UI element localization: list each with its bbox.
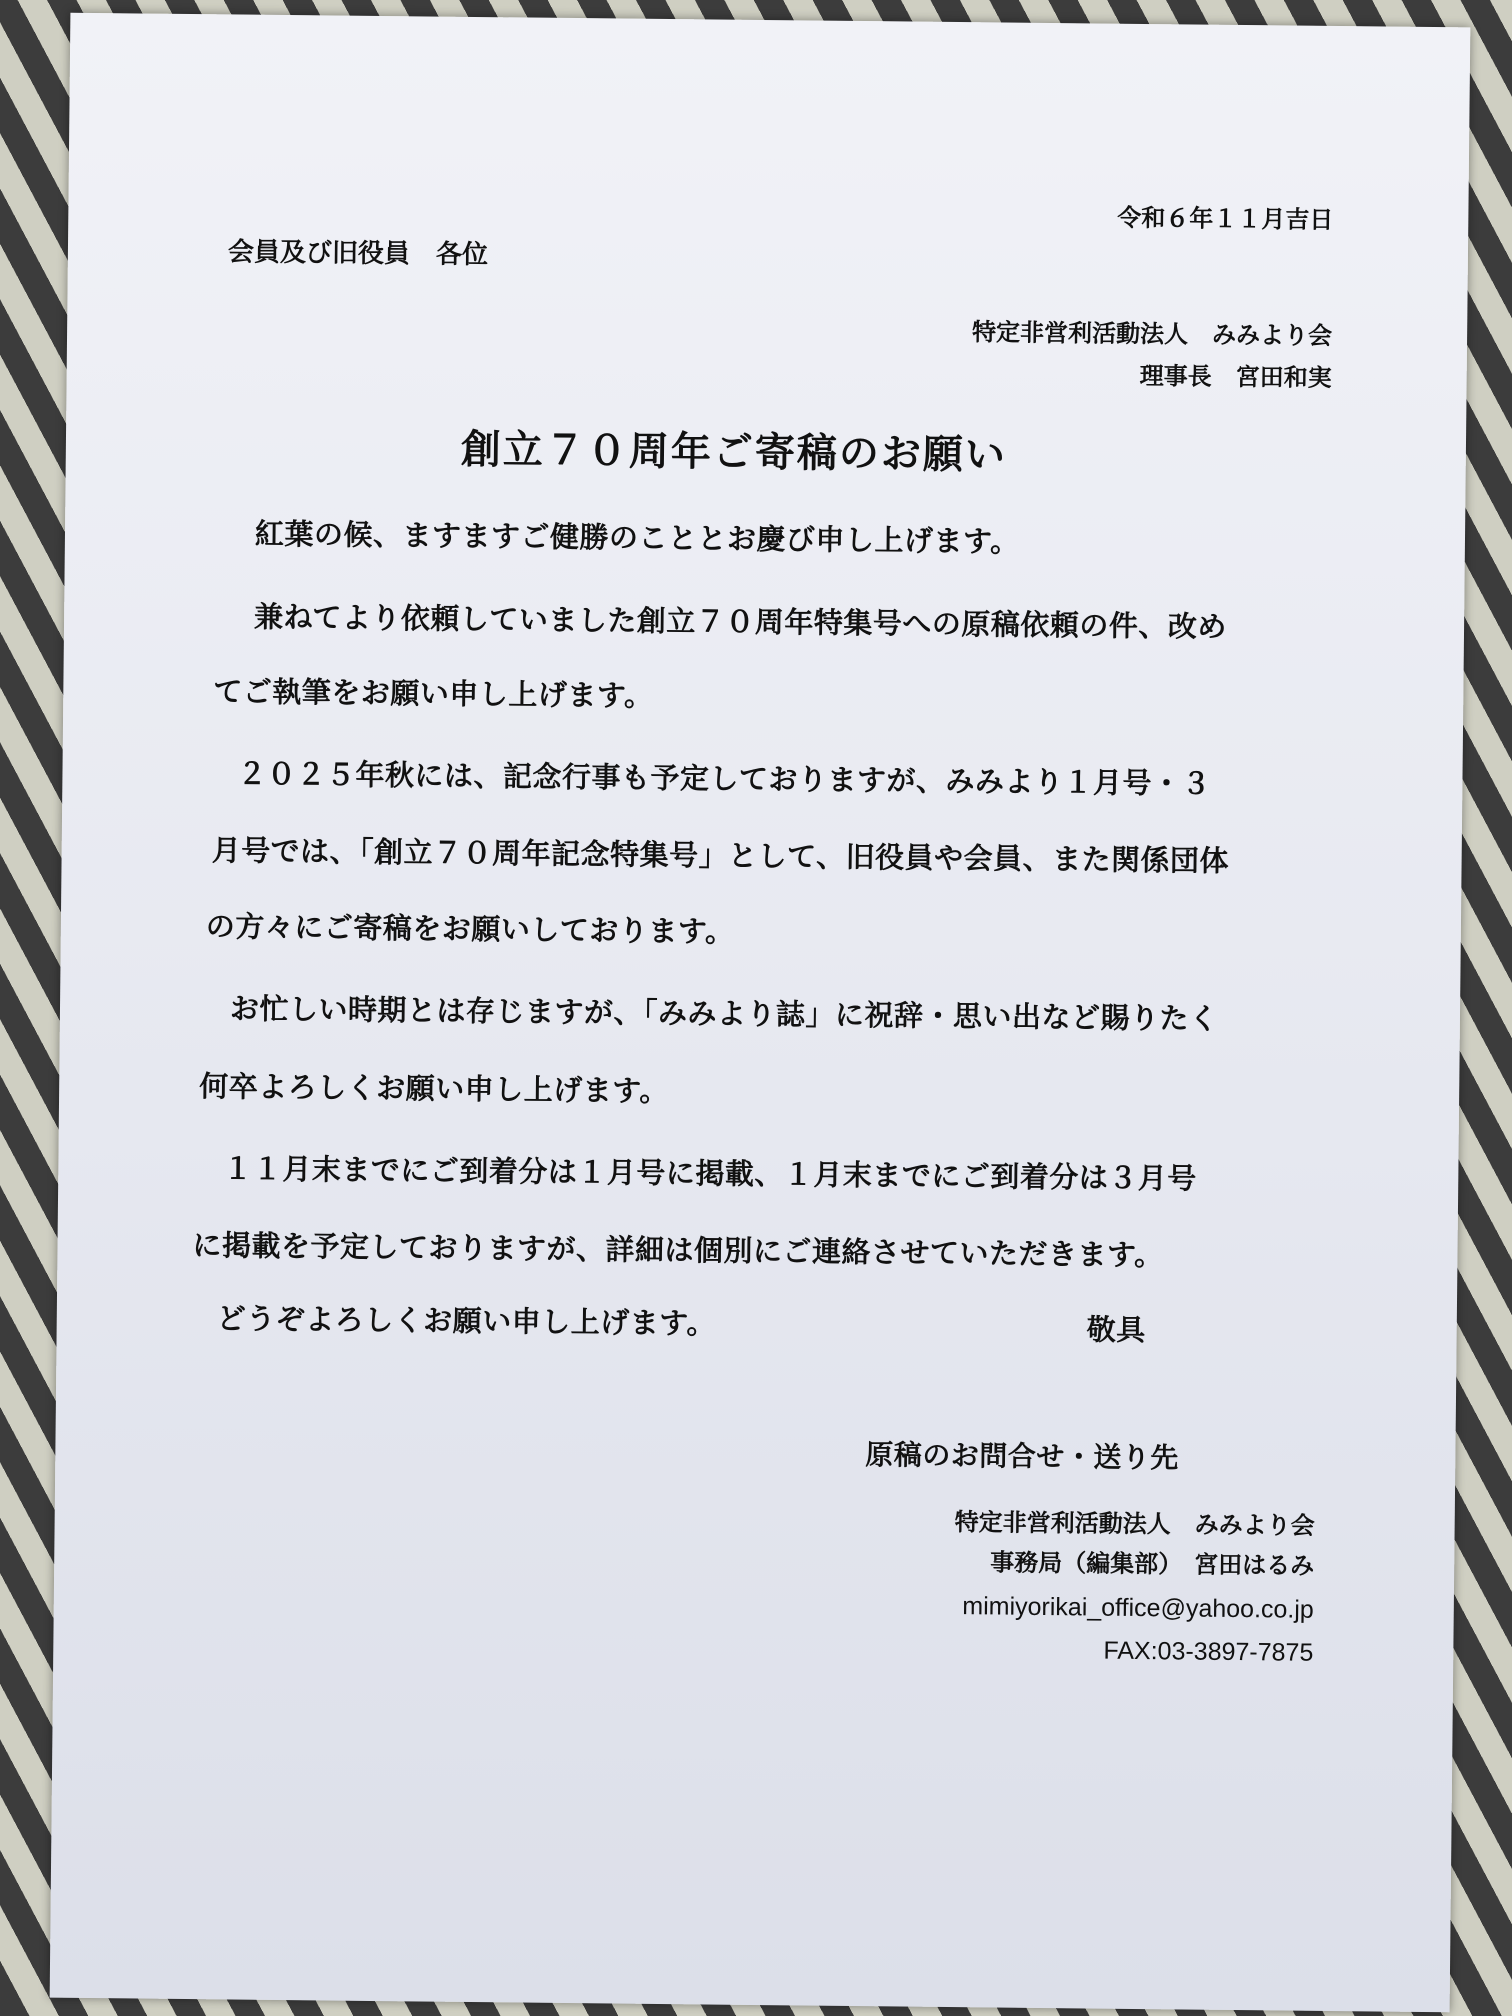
- contact-heading: 原稿のお問合せ・送り先: [865, 1438, 1180, 1475]
- contact-org: 特定非営利活動法人 みみより会: [954, 1507, 1315, 1540]
- body-line-5: 月号では、「創立７０周年記念特集号」として、旧役員や会員、また関係団体: [211, 833, 1230, 878]
- body-line-6: の方々にご寄稿をお願いしております。: [205, 909, 735, 949]
- letter-date: 令和６年１１月吉日: [1117, 202, 1334, 234]
- body-line-2: 兼ねてより依頼していました創立７０周年特集号への原稿依頼の件、改め: [253, 599, 1228, 644]
- body-line-1: 紅葉の候、ますますご健勝のこととお慶び申し上げます。: [254, 516, 1020, 559]
- body-line-11: どうぞよろしくお願い申し上げます。: [216, 1301, 717, 1341]
- body-line-10: に掲載を予定しておりますが、詳細は個別にご連絡させていただきます。: [192, 1228, 1164, 1273]
- body-line-7: お忙しい時期とは存じますが、「みみより誌」に祝辞・思い出など賜りたく: [229, 991, 1219, 1036]
- sender-person: 理事長 宮田和実: [1139, 360, 1332, 392]
- contact-office: 事務局（編集部） 宮田はるみ: [990, 1547, 1315, 1580]
- contact-fax: FAX:03-3897-7875: [1103, 1636, 1314, 1667]
- contact-email: mimiyorikai_office@yahoo.co.jp: [962, 1592, 1314, 1624]
- closing-keigu: 敬具: [1086, 1312, 1146, 1348]
- body-line-4: ２０２５年秋には、記念行事も予定しておりますが、みみより１月号・３: [237, 756, 1212, 801]
- letter-paper: [50, 13, 1471, 2013]
- page-title: 創立７０周年ご寄稿のお願い: [460, 425, 1008, 479]
- addressee: 会員及び旧役員 各位: [227, 237, 489, 271]
- sender-org: 特定非営利活動法人 みみより会: [971, 317, 1333, 350]
- body-line-9: １１月末までにご到着分は１月号に掲載、１月末までにご到着分は３月号: [223, 1151, 1197, 1196]
- body-line-8: 何卒よろしくお願い申し上げます。: [199, 1069, 670, 1109]
- body-line-3: てご執筆をお願い申し上げます。: [213, 674, 654, 713]
